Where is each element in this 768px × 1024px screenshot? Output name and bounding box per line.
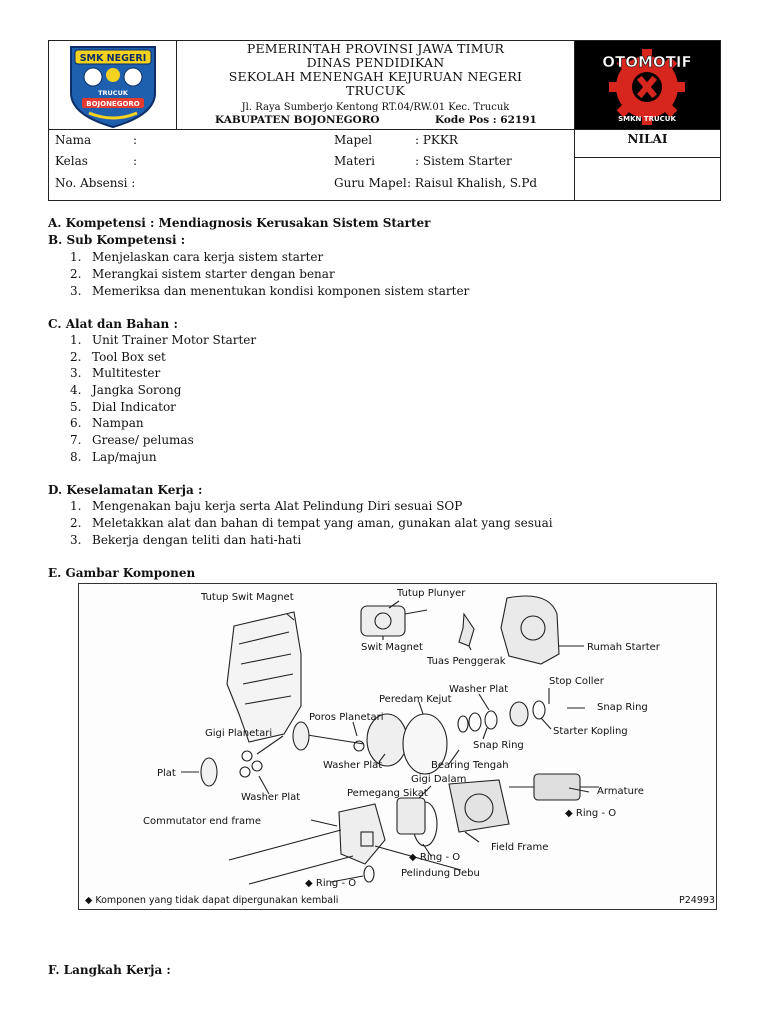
label-washer-plat-low: Washer Plat: [241, 792, 301, 803]
guru-value: : Raisul Khalish, S.Pd: [407, 176, 538, 190]
student-info-table: [48, 129, 721, 201]
header-kabupaten: KABUPATEN BOJONEGORO: [215, 114, 380, 126]
label-tuas-penggerak: Tuas Penggerak: [427, 656, 506, 667]
absensi-label: No. Absensi :: [55, 176, 136, 190]
guru-label: Guru Mapel: [334, 176, 407, 190]
list-item: 6. Nampan: [70, 416, 144, 430]
label-pelindung-debu: Pelindung Debu: [401, 868, 480, 879]
label-washer-plat-top: Washer Plat: [449, 684, 509, 695]
label-poros-planetari: Poros Planetari: [309, 712, 384, 723]
label-stop-coller: Stop Coller: [549, 676, 604, 687]
mapel-label: Mapel: [334, 133, 373, 147]
logo-sub1: TRUCUK: [98, 89, 128, 97]
section-d: D. Keselamatan Kerja :: [48, 483, 203, 497]
label-field-frame: Field Frame: [491, 842, 549, 853]
letterhead: [48, 40, 721, 130]
label-tutup-plunyer: Tutup Plunyer: [397, 588, 466, 599]
label-ring-o-mid: ◆ Ring - O: [409, 852, 461, 863]
label-commutator: Commutator end frame: [143, 816, 261, 827]
list-item: 3. Bekerja dengan teliti dan hati-hati: [70, 533, 302, 547]
starter-exploded-diagram: [78, 583, 717, 910]
label-rumah-starter: Rumah Starter: [587, 642, 660, 653]
figure-code: P24993: [679, 895, 715, 906]
section-f: F. Langkah Kerja :: [48, 963, 171, 977]
header-line-1: PEMERINTAH PROVINSI JAWA TIMUR: [246, 41, 505, 56]
section-b: B. Sub Kompetensi :: [48, 233, 186, 247]
section-a: A. Kompetensi : Mendiagnosis Kerusakan Sistem Starter: [48, 216, 431, 230]
list-item: 1. Menjelaskan cara kerja sistem starter: [70, 250, 324, 264]
header-line-3: SEKOLAH MENENGAH KEJURUAN NEGERI: [228, 69, 523, 84]
list-item: 1. Unit Trainer Motor Starter: [70, 333, 257, 347]
label-tutup-swit-magnet: Tutup Swit Magnet: [201, 592, 294, 603]
list-item: 5. Dial Indicator: [70, 400, 176, 414]
label-snap-ring-mid: Snap Ring: [473, 740, 524, 751]
label-gigi-dalam: Gigi Dalam: [411, 774, 467, 785]
header-line-4: TRUCUK: [346, 83, 405, 98]
materi-label: Materi: [334, 154, 375, 168]
mapel-value: : PKKR: [415, 133, 458, 147]
header-address: Jl. Raya Sumberjo Kentong RT.04/RW.01 Kec. Trucuk: [241, 102, 510, 113]
label-washer-plat-mid: Washer Plat: [323, 760, 383, 771]
list-item: 4. Jangka Sorong: [70, 383, 182, 397]
list-item: 2. Merangkai sistem starter dengan benar: [70, 267, 335, 281]
label-pemegang-sikat: Pemegang Sikat: [347, 788, 428, 799]
logo-title: SMK NEGERI: [79, 53, 147, 64]
label-peredam-kejut: Peredam Kejut: [379, 694, 452, 705]
list-item: 7. Grease/ pelumas: [70, 433, 194, 447]
list-item: 8. Lap/majun: [70, 450, 157, 464]
list-item: 2. Meletakkan alat dan bahan di tempat yang aman, gunakan alat yang sesuai: [70, 516, 553, 530]
otomotif-sub: SMKN TRUCUK: [618, 115, 676, 123]
kelas-label: Kelas: [55, 154, 88, 168]
header-kode-pos: Kode Pos : 62191: [435, 114, 537, 126]
otomotif-logo: [574, 41, 720, 129]
label-gigi-planetari: Gigi Planetari: [205, 728, 273, 739]
list-item: 1. Mengenakan baju kerja serta Alat Pelindung Diri sesuai SOP: [70, 499, 463, 513]
kelas-sep: :: [133, 154, 138, 168]
figure-footnote: ◆ Komponen yang tidak dapat dipergunakan kembali: [85, 895, 339, 906]
list-item: 3. Memeriksa dan menentukan kondisi komponen sistem starter: [70, 284, 470, 298]
otomotif-title: OTOMOTIF: [602, 53, 692, 71]
label-armature: Armature: [597, 786, 644, 797]
nama-sep: :: [133, 133, 138, 147]
label-ring-o-right: ◆ Ring - O: [565, 808, 617, 819]
nilai-box: [574, 130, 720, 200]
list-item: 2. Tool Box set: [70, 350, 166, 364]
section-c: C. Alat dan Bahan :: [48, 317, 178, 331]
nama-label: Nama: [55, 133, 92, 147]
list-item: 3. Multitester: [70, 366, 161, 380]
label-snap-ring-right: Snap Ring: [597, 702, 648, 713]
header-line-2: DINAS PENDIDIKAN: [306, 55, 445, 70]
label-starter-kopling: Starter Kopling: [553, 726, 628, 737]
nilai-label: NILAI: [575, 130, 720, 158]
label-bearing-tengah: Bearing Tengah: [431, 760, 509, 771]
label-plat: Plat: [157, 768, 176, 779]
school-logo: [49, 41, 177, 129]
label-ring-o-low: ◆ Ring - O: [305, 878, 357, 889]
section-e: E. Gambar Komponen: [48, 566, 196, 580]
logo-sub2: BOJONEGORO: [86, 100, 140, 108]
label-swit-magnet: Swit Magnet: [361, 642, 423, 653]
materi-value: : Sistem Starter: [415, 154, 512, 168]
